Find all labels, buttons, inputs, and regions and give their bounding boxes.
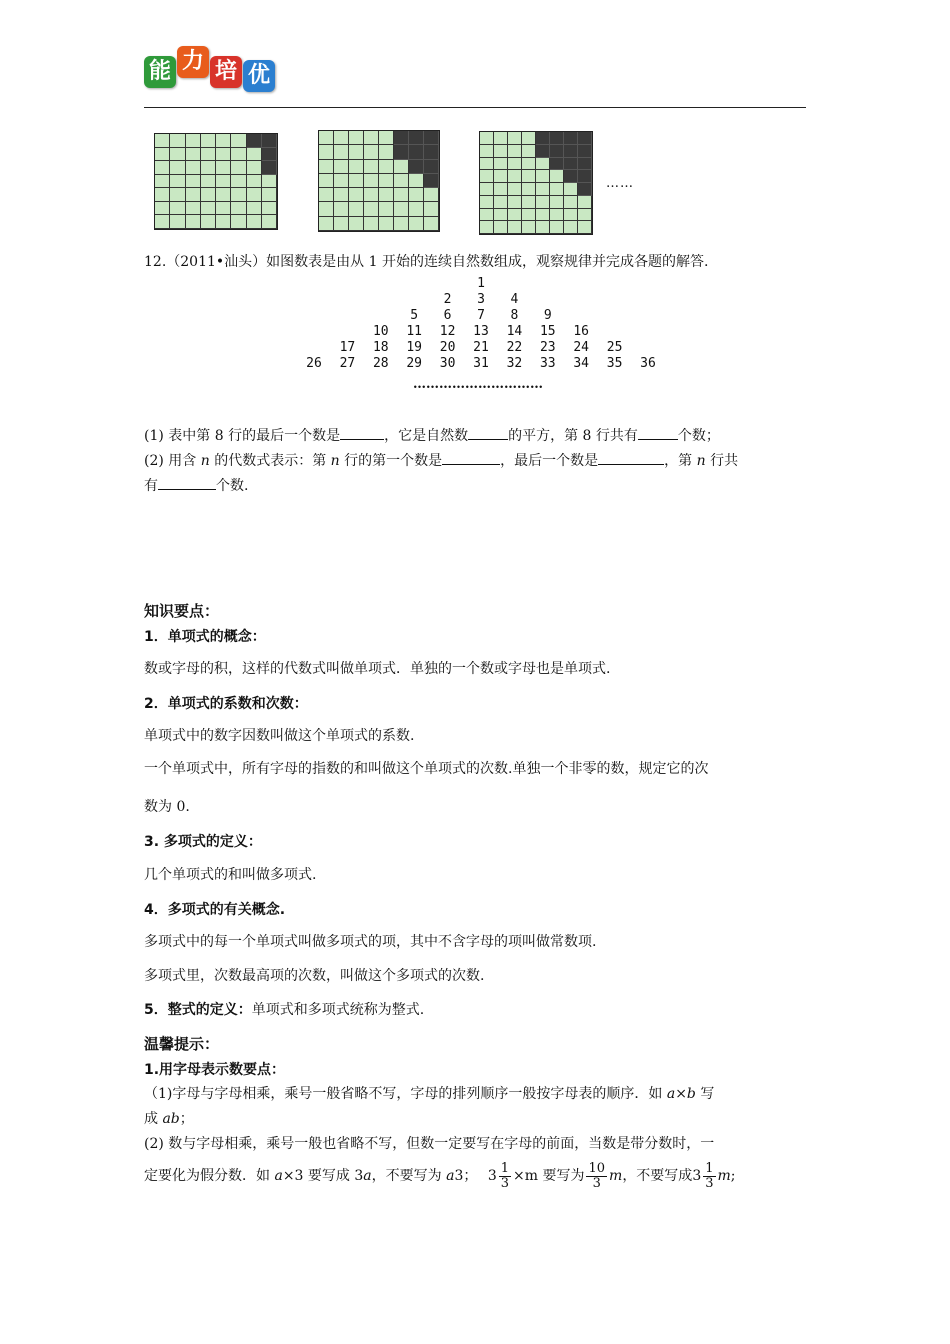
grid-cell — [364, 202, 379, 216]
knowledge-s5-title: 5．整式的定义： — [144, 1002, 252, 1018]
shaded-cell — [424, 160, 439, 174]
grid-cell — [155, 202, 170, 216]
number-table-cell: 28 — [372, 356, 389, 371]
shaded-cell — [424, 145, 439, 159]
grid-cell — [494, 221, 508, 234]
grid-cell — [536, 209, 550, 222]
shaded-cell — [424, 174, 439, 188]
knowledge-s2-body1: 单项式中的数字因数叫做这个单项式的系数. — [144, 728, 415, 744]
grid-cell — [349, 217, 364, 231]
knowledge-s1-body: 数或字母的积，这样的代数式叫做单项式．单独的一个数或字母也是单项式. — [144, 661, 611, 677]
grid-cell — [494, 170, 508, 183]
grid-cell — [201, 188, 216, 202]
number-table-cell: 15 — [539, 324, 556, 339]
grid-cell — [578, 196, 592, 209]
grid-cell — [231, 175, 246, 189]
grid-cell — [578, 221, 592, 234]
knowledge-s4-body1: 多项式中的每一个单项式叫做多项式的项，其中不含字母的项叫做常数项. — [144, 934, 597, 950]
knowledge-s2-title: 2．单项式的系数和次数： — [144, 696, 308, 712]
grid-cell — [186, 148, 201, 162]
grid-cell — [247, 202, 262, 216]
shaded-cell — [536, 145, 550, 158]
grid-cell — [334, 160, 349, 174]
grid-cell — [522, 170, 536, 183]
number-table-cell: 22 — [506, 340, 523, 355]
shaded-cell — [578, 132, 592, 145]
grid-cell — [364, 188, 379, 202]
shaded-cell — [578, 145, 592, 158]
grid-cell — [409, 202, 424, 216]
grid-cell — [364, 217, 379, 231]
grid-cell — [508, 158, 522, 171]
grid-cell — [186, 134, 201, 148]
grid-cell — [522, 158, 536, 171]
grid-cell — [409, 217, 424, 231]
grid-cell — [394, 160, 409, 174]
logo-tile-4: 优 — [243, 60, 275, 92]
knowledge-title: 知识要点： — [144, 602, 220, 620]
grid-cell — [186, 188, 201, 202]
grid-cell — [480, 158, 494, 171]
number-table-cell: 1 — [477, 276, 485, 291]
number-table-cell: 23 — [539, 340, 556, 355]
grid-cell — [349, 160, 364, 174]
tips-t1-title: 1.用字母表示数要点： — [144, 1062, 286, 1078]
shaded-cell — [409, 160, 424, 174]
grid-cell — [480, 221, 494, 234]
grid-cell — [536, 170, 550, 183]
grid-cell — [564, 196, 578, 209]
number-table-ellipsis: ………………………… — [413, 377, 543, 392]
grid-cell — [262, 215, 277, 229]
shaded-cell — [564, 158, 578, 171]
grid-cell — [480, 145, 494, 158]
grid-cell — [522, 132, 536, 145]
grid-cell — [550, 209, 564, 222]
grid-cell — [379, 160, 394, 174]
grid-cell — [494, 209, 508, 222]
grid-cell — [231, 148, 246, 162]
shaded-cell — [564, 145, 578, 158]
grid-cell — [394, 188, 409, 202]
shaded-cell — [578, 170, 592, 183]
number-table-cell: 12 — [439, 324, 456, 339]
answer-blank[interactable] — [598, 450, 664, 465]
improper-fraction: $\frac{10}{3}$ — [588, 1160, 606, 1191]
grid-cell — [319, 188, 334, 202]
number-table-cell: 2 — [443, 292, 452, 307]
grid-cell — [231, 134, 246, 148]
grid-cell — [201, 148, 216, 162]
grid-cell — [186, 202, 201, 216]
grid-cell — [334, 131, 349, 145]
grid-cell — [508, 196, 522, 209]
grid-cell — [216, 134, 231, 148]
shaded-cell — [536, 132, 550, 145]
number-table-cell: 18 — [372, 340, 389, 355]
number-table-cell: 11 — [406, 324, 423, 339]
number-table-cell: 13 — [473, 324, 489, 339]
grid-cell — [201, 161, 216, 175]
grid-cell — [536, 196, 550, 209]
figure-continuation: …… — [606, 176, 634, 191]
shaded-cell — [550, 132, 564, 145]
tips-p3: 定要化为假分数．如 a×3 要写成 3a，不要写为 a3； 3 $\frac{1}{3}$ ×m 要写为 $\frac{10}{3}$ m，不要写成3 $\frac{1}{3}$ m; — [144, 1160, 736, 1191]
grid-cell — [231, 161, 246, 175]
grid-cell — [247, 175, 262, 189]
grid-cell — [231, 215, 246, 229]
grid-cell — [364, 145, 379, 159]
grid-cell — [334, 145, 349, 159]
grid-cell — [170, 188, 185, 202]
number-table-cell: 29 — [406, 356, 423, 371]
grid-cell — [409, 188, 424, 202]
grid-cell — [216, 175, 231, 189]
grid-cell — [494, 158, 508, 171]
mixed-number: 3 $\frac{1}{3}$ — [487, 1160, 510, 1191]
grid-cell — [170, 202, 185, 216]
grid-figure-2 — [318, 130, 440, 232]
grid-cell — [550, 221, 564, 234]
grid-cell — [480, 209, 494, 222]
grid-cell — [379, 188, 394, 202]
grid-cell — [216, 202, 231, 216]
grid-cell — [480, 170, 494, 183]
shaded-cell — [262, 148, 277, 162]
grid-cell — [319, 145, 334, 159]
grid-cell — [349, 145, 364, 159]
number-table-cell: 7 — [477, 308, 485, 323]
grid-cell — [170, 134, 185, 148]
grid-cell — [170, 215, 185, 229]
number-table-cell: 35 — [606, 356, 623, 371]
grid-cell — [319, 160, 334, 174]
grid-cell — [170, 161, 185, 175]
grid-figure-3 — [479, 131, 593, 235]
answer-blank[interactable] — [442, 450, 500, 465]
grid-cell — [262, 188, 277, 202]
grid-cell — [522, 221, 536, 234]
grid-cell — [508, 209, 522, 222]
grid-cell — [155, 188, 170, 202]
shaded-cell — [578, 158, 592, 171]
grid-cell — [494, 183, 508, 196]
logo-tile-1: 能 — [144, 56, 176, 88]
grid-cell — [379, 145, 394, 159]
number-table-cell: 24 — [573, 340, 590, 355]
grid-cell — [394, 174, 409, 188]
grid-cell — [550, 170, 564, 183]
number-table-cell: 32 — [506, 356, 523, 371]
grid-cell — [334, 188, 349, 202]
answer-blank[interactable] — [468, 425, 508, 440]
grid-cell — [170, 175, 185, 189]
grid-cell — [247, 148, 262, 162]
grid-cell — [480, 132, 494, 145]
grid-cell — [522, 209, 536, 222]
grid-cell — [349, 202, 364, 216]
number-table-cell: 25 — [606, 340, 623, 355]
grid-cell — [379, 131, 394, 145]
grid-cell — [578, 209, 592, 222]
grid-cell — [186, 161, 201, 175]
shaded-cell — [262, 134, 277, 148]
q12-part2: (2) 用含 n 的代数式表示：第 n 行的第一个数是 ，最后一个数是 ，第 n 行共 — [144, 450, 738, 471]
number-table-cell: 30 — [439, 356, 456, 371]
grid-cell — [334, 217, 349, 231]
grid-cell — [334, 202, 349, 216]
number-table-cell: 14 — [506, 324, 523, 339]
logo-tile-2: 力 — [177, 46, 209, 78]
number-table-cell: 16 — [573, 324, 590, 339]
number-table-cell: 6 — [443, 308, 452, 323]
grid-cell — [536, 221, 550, 234]
knowledge-s4-title: 4．多项式的有关概念. — [144, 902, 286, 918]
grid-cell — [550, 196, 564, 209]
mixed-number: 3 $\frac{1}{3}$ — [692, 1160, 714, 1191]
number-table-cell: 34 — [573, 356, 590, 371]
shaded-cell — [564, 132, 578, 145]
grid-cell — [564, 183, 578, 196]
number-table-cell: 21 — [473, 340, 489, 355]
grid-cell — [319, 217, 334, 231]
grid-cell — [564, 221, 578, 234]
tips-p1: （1)字母与字母相乘，乘号一般省略不写，字母的排列顺序一般按字母表的顺序．如 a×b 写 — [144, 1086, 715, 1102]
grid-cell — [508, 183, 522, 196]
logo-tile-3: 培 — [210, 56, 242, 88]
number-table-cell: 36 — [640, 356, 656, 371]
grid-cell — [349, 131, 364, 145]
number-table-cell: 27 — [339, 356, 356, 371]
shaded-cell — [409, 131, 424, 145]
grid-cell — [262, 175, 277, 189]
grid-cell — [364, 174, 379, 188]
grid-cell — [564, 209, 578, 222]
grid-cell — [424, 188, 439, 202]
number-table-cell: 17 — [339, 340, 356, 355]
q12-stem: 12.（2011•汕头）如图数表是由从 1 开始的连续自然数组成，观察规律并完成各题的解答. — [144, 254, 709, 270]
answer-blank[interactable] — [158, 475, 216, 490]
shaded-cell — [262, 161, 277, 175]
knowledge-s2-body2: 一个单项式中，所有字母的指数的和叫做这个单项式的次数.单独一个非零的数，规定它的次 — [144, 761, 709, 777]
grid-cell — [522, 145, 536, 158]
knowledge-s3-body: 几个单项式的和叫做多项式. — [144, 867, 317, 883]
shaded-cell — [550, 158, 564, 171]
grid-figure-1 — [154, 133, 278, 230]
number-table-cell: 10 — [372, 324, 389, 339]
grid-cell — [170, 148, 185, 162]
header-rule — [144, 107, 806, 108]
number-table-cell: 4 — [510, 292, 519, 307]
grid-cell — [394, 217, 409, 231]
grid-cell — [349, 174, 364, 188]
grid-cell — [155, 161, 170, 175]
grid-cell — [349, 188, 364, 202]
grid-cell — [409, 174, 424, 188]
grid-cell — [155, 148, 170, 162]
grid-cell — [319, 174, 334, 188]
shaded-cell — [409, 145, 424, 159]
grid-cell — [480, 183, 494, 196]
shaded-cell — [394, 131, 409, 145]
grid-cell — [379, 217, 394, 231]
grid-cell — [319, 202, 334, 216]
grid-cell — [201, 202, 216, 216]
number-table-cell: 26 — [306, 356, 322, 371]
answer-blank[interactable] — [340, 425, 384, 440]
number-table-cell: 31 — [473, 356, 489, 371]
number-table-cell: 33 — [539, 356, 556, 371]
grid-cell — [186, 175, 201, 189]
grid-cell — [522, 183, 536, 196]
grid-cell — [231, 202, 246, 216]
grid-cell — [424, 202, 439, 216]
grid-cell — [550, 183, 564, 196]
grid-cell — [494, 196, 508, 209]
grid-cell — [536, 158, 550, 171]
grid-cell — [216, 215, 231, 229]
shaded-cell — [247, 134, 262, 148]
grid-cell — [364, 131, 379, 145]
grid-cell — [216, 148, 231, 162]
grid-cell — [186, 215, 201, 229]
logo — [144, 46, 278, 96]
grid-cell — [508, 170, 522, 183]
grid-cell — [155, 215, 170, 229]
grid-cell — [262, 202, 277, 216]
grid-cell — [216, 188, 231, 202]
grid-cell — [379, 174, 394, 188]
grid-cell — [201, 175, 216, 189]
knowledge-s5-body: 单项式和多项式统称为整式. — [251, 1002, 425, 1018]
number-table-cell: 8 — [510, 308, 519, 323]
number-table-cell: 19 — [406, 340, 423, 355]
shaded-cell — [578, 183, 592, 196]
tips-title: 温馨提示： — [144, 1035, 220, 1053]
grid-cell — [247, 215, 262, 229]
grid-cell — [334, 174, 349, 188]
grid-cell — [508, 132, 522, 145]
grid-cell — [155, 175, 170, 189]
q12-part2-cont: 有 个数. — [144, 475, 248, 496]
grid-cell — [319, 131, 334, 145]
number-table-cell: 20 — [439, 340, 456, 355]
grid-cell — [247, 161, 262, 175]
grid-cell — [508, 221, 522, 234]
q12-part1: (1) 表中第 8 行的最后一个数是 ，它是自然数 的平方，第 8 行共有 个数； — [144, 425, 720, 446]
knowledge-s1-title: 1．单项式的概念： — [144, 629, 266, 645]
grid-cell — [379, 202, 394, 216]
grid-cell — [424, 217, 439, 231]
grid-cell — [247, 188, 262, 202]
grid-cell — [494, 132, 508, 145]
number-table-cell: 5 — [410, 308, 419, 323]
grid-cell — [522, 196, 536, 209]
grid-cell — [394, 202, 409, 216]
grid-cell — [494, 145, 508, 158]
tips-p2: (2) 数与字母相乘，乘号一般也省略不写，但数一定要写在字母的前面，当数是带分数时，一 — [144, 1136, 715, 1152]
shaded-cell — [394, 145, 409, 159]
number-table-cell: 3 — [477, 292, 485, 307]
knowledge-s4-body2: 多项式里，次数最高项的次数，叫做这个多项式的次数. — [144, 968, 485, 984]
shaded-cell — [424, 131, 439, 145]
knowledge-s3-title: 3. 多项式的定义： — [144, 834, 262, 850]
tips-p1-cont: 成 ab； — [144, 1111, 194, 1127]
grid-cell — [508, 145, 522, 158]
answer-blank[interactable] — [638, 425, 678, 440]
grid-cell — [201, 215, 216, 229]
shaded-cell — [550, 145, 564, 158]
grid-cell — [364, 160, 379, 174]
number-table-cell: 9 — [543, 308, 552, 323]
grid-cell — [480, 196, 494, 209]
grid-cell — [536, 183, 550, 196]
grid-cell — [216, 161, 231, 175]
knowledge-s2-body3: 数为 0. — [144, 799, 190, 815]
shaded-cell — [564, 170, 578, 183]
grid-cell — [155, 134, 170, 148]
knowledge-s5 — [144, 1000, 424, 1020]
grid-cell — [231, 188, 246, 202]
grid-cell — [201, 134, 216, 148]
